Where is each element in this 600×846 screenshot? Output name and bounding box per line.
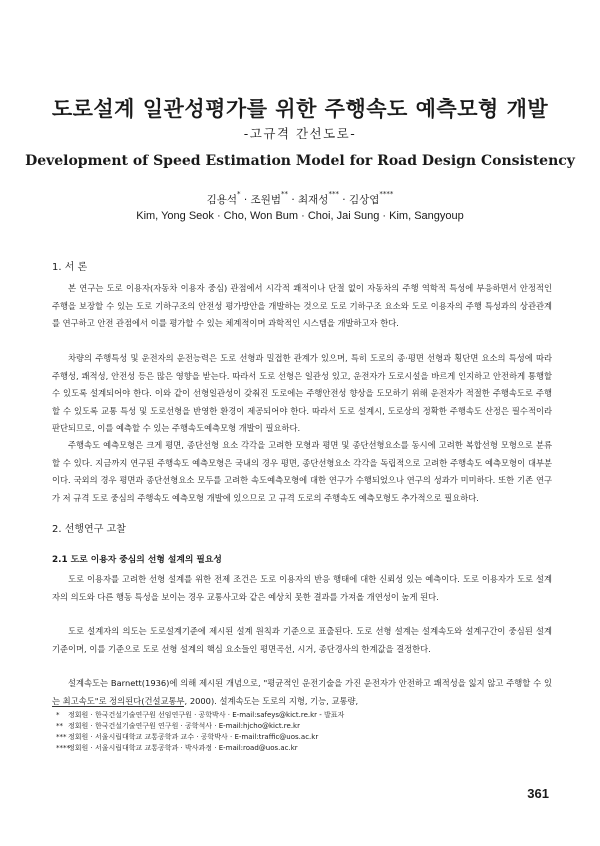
footnote [56,721,300,731]
section-heading-introduction: 1. 서 론 [52,262,88,273]
author-mark: * [237,190,241,198]
author-list-english: Kim, Yong Seok · Cho, Won Bum · Choi, Jai Sung · Kim, Sangyoup [136,210,464,222]
paper-title-korean: 도로설계 일관성평가를 위한 주행속도 예측모형 개발 [51,97,549,121]
body-paragraph: 주행속도 예측모형은 크게 평면, 종단선형 요소 각각을 고려한 모형과 평면 및 종단선형요소를 동시에 고려한 복합선형 모형으로 분류할 수 있다. 지금까지 연구된 주행속도 예측모형은 국내의 경우 평면, 종단선형요소 각각을 독립적으로 고려한 주행속도 예측모형이 대부분이다. 국외의 경우 평면과 종단선형요소 모두를 고려한 속도예측모형에 대한 연구가 수행되었으나 연구의 성과가 미미하다. 또한 기존 연구가 저 규격 도로 중심의 주행속도 예측모형 개발에 있으므로 고 규격 도로의 주행속도 예측모형도 추가적으로 필요하다. [52,440,552,503]
footnote-mark: ** [56,722,63,730]
footnote-mark: * [56,711,60,719]
footnote-text: 정회원 · 한국건설기술연구원 선임연구원 · 공학박사 · E-mail:safeys@kict.re.kr - 발표자 [68,711,345,719]
footnote-text: 정회원 · 한국건설기술연구원 연구원 · 공학석사 · E-mail:hjcho@kict.re.kr [68,722,300,730]
body-paragraph: 설계속도는 Barnett(1936)에 의해 제시된 개념으로, "평균적인 운전기술을 가진 운전자가 안전하고 쾌적성을 잃지 않고 주행할 수 있는 최고속도"로 정의된다(건설교통부, 2000). 설계속도는 도로의 지형, 기능, 교통량, [52,678,552,706]
subsection-heading: 2.1 도로 이용자 중심의 선형 설계의 필요성 [52,555,222,565]
footnote-mark: **** [56,744,70,752]
paper-subtitle-korean: -고규격 간선도로- [243,126,357,141]
footnote-mark: *** [56,733,67,741]
body-paragraph: 도로 설계자의 의도는 도로설계기준에 제시된 설계 원칙과 기준으로 표출된다. 도로 선형 설계는 설계속도와 설계구간이 중심된 설계 기준이며, 이를 기준으로 도로 선형 설계의 핵심 요소들인 평면곡선, 시거, 종단경사의 한계값을 결정한다. [52,626,552,654]
author-mark: ** [280,190,288,198]
body-paragraph: 차량의 주행특성 및 운전자의 운전능력은 도로 선형과 밀접한 관계가 있으며, 특히 도로의 종·평면 선형과 횡단면 요소의 특성에 따라 주행성, 쾌적성, 안전성 등은 많은 영향을 받는다. 따라서 도로 선형은 일관성 있고, 운전자가 도로시설을 바르게 인지하고 안전하게 통행할 수 있도록 설계되어야 한다. 이와 같이 선형일관성이 갖춰진 도로에는 주행안전성 향상을 도모하기 위해 운전자가 적절한 주행속도로 주행 할 수 있도록 교통 특성 및 도로선형을 반영한 환경이 제공되어야 한다. 따라서 도로 설계시, 도로상의 정확한 주행속도 산정은 필수적이라 판단되므로, 이를 예측할 수 있는 주행속도예측모형 개발이 필요하다. [52,353,552,434]
author-name: 김용석 [206,194,238,206]
footnote-text: 정회원 · 서울시립대학교 교통공학과 · 박사과정 · E-mail:road@uos.ac.kr [68,744,298,752]
footnote [56,710,344,720]
footnote-divider [52,706,184,707]
body-paragraph: 도로 이용자를 고려한 선형 설계를 위한 전제 조건은 도로 이용자의 반응 행태에 대한 신뢰성 있는 예측이다. 도로 이용자가 도로 설계자의 의도와 다른 행동 특성을 보이는 경우 교통사고와 같은 예상치 못한 결과를 가져올 개연성이 높게 된다. [52,574,552,602]
footnote-text: 정회원 · 서울시립대학교 교통공학과 교수 · 공학박사 · E-mail:traffic@uos.ac.kr [68,733,319,741]
author-name: 최재성 [298,194,329,206]
author-list-korean: 김용석* · 조원범** · 최재성*** · 김상엽**** [206,190,394,206]
paper-title-english: Development of Speed Estimation Model for Road Design Consistency [25,153,575,169]
author-mark: **** [379,190,394,198]
footnote [56,743,298,753]
footnote [56,732,318,742]
body-paragraph: 본 연구는 도로 이용자(자동차 이용자 중심) 관점에서 시각적 쾌적이나 단절 없이 자동차의 주행 역학적 특성에 부응하면서 안정적인 주행을 보장할 수 있는 도로 기하구조의 안전성 평가방안을 개발하는 것으로 도로 기하구조 요소와 도로 이용자의 주행 특성과의 상관관계를 연구하고 안전 관점에서 이를 평가할 수 있는 체계적이며 과학적인 시스템을 개발하고자 한다. [52,283,552,329]
author-name: 조원범 [250,194,281,206]
author-mark: *** [328,190,339,198]
page-number: 361 [527,786,549,801]
author-name: 김상엽 [348,194,380,206]
section-heading-literature-review: 2. 선행연구 고찰 [52,524,126,535]
